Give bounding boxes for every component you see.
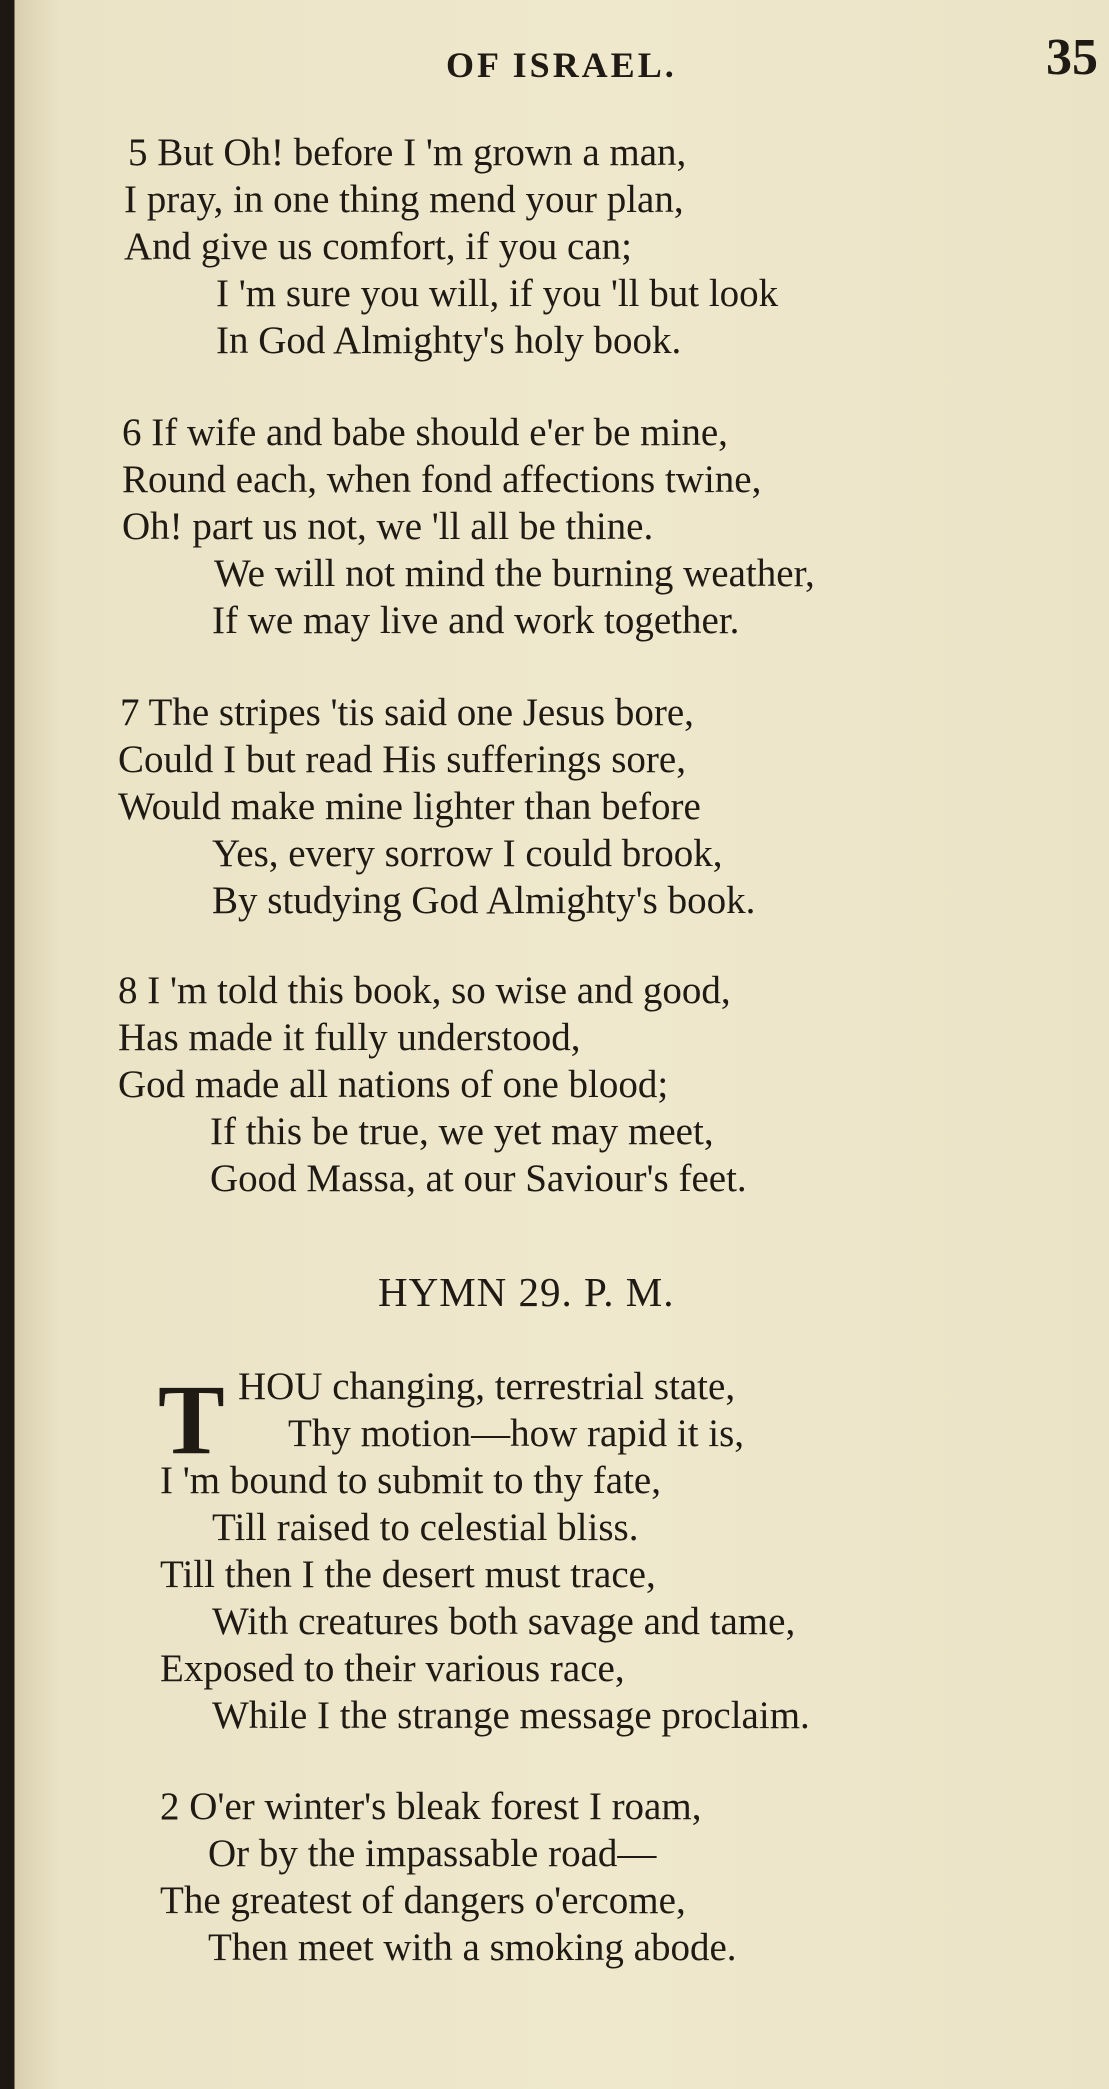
- verse-line: Good Massa, at our Saviour's feet.: [210, 1157, 747, 1200]
- verse-line: By studying God Almighty's book.: [212, 879, 756, 922]
- drop-cap: T: [158, 1364, 225, 1475]
- verse-line: Oh! part us not, we 'll all be thine.: [122, 505, 654, 548]
- page-header: [0, 28, 1109, 88]
- verse-line: HOU changing, terrestrial state,: [238, 1365, 736, 1408]
- verse-line: Exposed to their various race,: [160, 1647, 625, 1690]
- verse-line: While I the strange message proclaim.: [212, 1694, 810, 1737]
- verse-line: Yes, every sorrow I could brook,: [212, 832, 723, 875]
- verse-line: Would make mine lighter than before: [118, 785, 701, 828]
- verse-line: Then meet with a smoking abode.: [208, 1926, 737, 1969]
- verse-line: 7 The stripes 'tis said one Jesus bore,: [120, 691, 694, 734]
- verse-line: With creatures both savage and tame,: [212, 1600, 796, 1643]
- verse-line: Till then I the desert must trace,: [160, 1553, 656, 1596]
- verse-line: Or by the impassable road—: [208, 1832, 657, 1875]
- verse-line: 8 I 'm told this book, so wise and good,: [118, 969, 731, 1012]
- verse-line: Could I but read His sufferings sore,: [118, 738, 686, 781]
- verse-line: In God Almighty's holy book.: [216, 319, 682, 362]
- verse-line: I pray, in one thing mend your plan,: [124, 178, 684, 221]
- verse-line: I 'm sure you will, if you 'll but look: [216, 272, 779, 315]
- verse-line: 2 O'er winter's bleak forest I roam,: [160, 1785, 702, 1828]
- verse-line: I 'm bound to submit to thy fate,: [160, 1459, 661, 1502]
- hymn-title: HYMN 29. P. M.: [378, 1269, 675, 1315]
- verse-line: We will not mind the burning weather,: [214, 552, 815, 595]
- verse-line: And give us comfort, if you can;: [124, 225, 632, 268]
- verse-line: If we may live and work together.: [212, 599, 740, 642]
- verse-line: Round each, when fond affections twine,: [122, 458, 762, 501]
- verse-line: Thy motion—how rapid it is,: [288, 1412, 745, 1455]
- running-head: OF ISRAEL.: [446, 45, 677, 85]
- verse-line: The greatest of dangers o'ercome,: [160, 1879, 686, 1922]
- verse-line: If this be true, we yet may meet,: [210, 1110, 714, 1153]
- verse-line: God made all nations of one blood;: [118, 1063, 669, 1106]
- verse-line: 5 But Oh! before I 'm grown a man,: [128, 131, 687, 174]
- page-number: 35: [1046, 29, 1098, 86]
- verse-line: Has made it fully understood,: [118, 1016, 581, 1059]
- verse-line: Till raised to celestial bliss.: [212, 1506, 639, 1549]
- verse-line: 6 If wife and babe should e'er be mine,: [122, 411, 728, 454]
